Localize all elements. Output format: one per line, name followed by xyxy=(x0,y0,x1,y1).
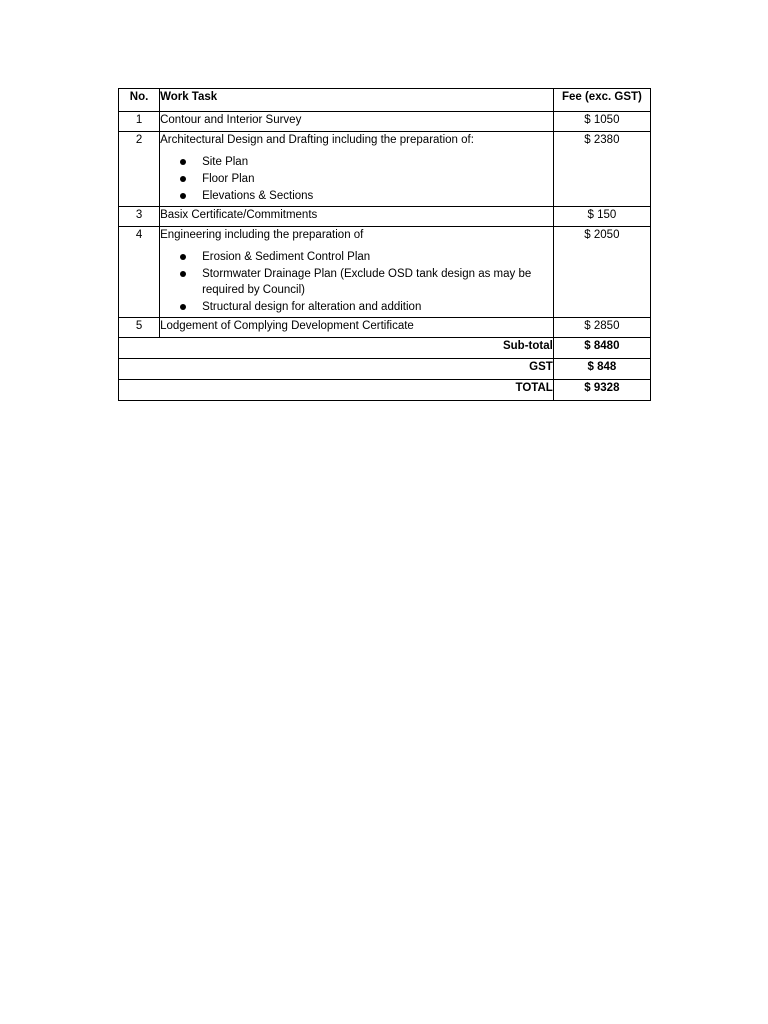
bullet-text: Stormwater Drainage Plan (Exclude OSD tank design as may be required by Council) xyxy=(202,268,532,296)
list-item xyxy=(160,266,553,298)
row-task-cell xyxy=(160,132,554,207)
gst-value: $ 848 xyxy=(553,359,650,380)
list-item xyxy=(160,188,553,204)
row-task: Basix Certificate/Commitments xyxy=(160,207,554,227)
row-fee: $ 2050 xyxy=(553,227,650,318)
row-fee: $ 2380 xyxy=(553,132,650,207)
bullet-icon xyxy=(180,271,186,277)
bullet-text: Elevations & Sections xyxy=(202,190,314,202)
bullet-icon xyxy=(180,193,186,199)
bullet-icon xyxy=(180,254,186,260)
bullet-text: Floor Plan xyxy=(202,173,255,185)
row-number: 2 xyxy=(119,132,160,207)
bullet-icon xyxy=(180,304,186,310)
table-row xyxy=(119,112,651,132)
bullet-text: Structural design for alteration and addition xyxy=(202,301,422,313)
table-row xyxy=(119,132,651,207)
row-number: 4 xyxy=(119,227,160,318)
bullet-text: Site Plan xyxy=(202,156,249,168)
bullet-icon xyxy=(180,159,186,165)
subtotal-value: $ 8480 xyxy=(553,338,650,359)
list-item xyxy=(160,154,553,170)
row-fee: $ 1050 xyxy=(553,112,650,132)
list-item xyxy=(160,171,553,187)
table-row xyxy=(119,318,651,338)
table-header-row xyxy=(119,89,651,112)
task-bullet-list xyxy=(160,154,553,204)
gst-label: GST xyxy=(119,359,554,380)
header-work-task: Work Task xyxy=(160,89,554,112)
row-task-cell xyxy=(160,227,554,318)
bullet-text: Erosion & Sediment Control Plan xyxy=(202,251,371,263)
total-row xyxy=(119,380,651,401)
row-task: Architectural Design and Drafting including the preparation of: xyxy=(160,134,474,146)
subtotal-row xyxy=(119,338,651,359)
row-task: Contour and Interior Survey xyxy=(160,112,554,132)
total-label: TOTAL xyxy=(119,380,554,401)
row-task: Engineering including the preparation of xyxy=(160,229,364,241)
subtotal-label: Sub-total xyxy=(119,338,554,359)
fee-table xyxy=(118,88,651,401)
task-bullet-list xyxy=(160,249,553,315)
gst-row xyxy=(119,359,651,380)
row-number: 5 xyxy=(119,318,160,338)
table-row xyxy=(119,207,651,227)
list-item xyxy=(160,249,553,265)
row-number: 3 xyxy=(119,207,160,227)
row-number: 1 xyxy=(119,112,160,132)
header-fee: Fee (exc. GST) xyxy=(553,89,650,112)
total-value: $ 9328 xyxy=(553,380,650,401)
row-task: Lodgement of Complying Development Certificate xyxy=(160,318,554,338)
row-fee: $ 150 xyxy=(553,207,650,227)
header-no: No. xyxy=(119,89,160,112)
table-row xyxy=(119,227,651,318)
row-fee: $ 2850 xyxy=(553,318,650,338)
list-item xyxy=(160,299,553,315)
bullet-icon xyxy=(180,176,186,182)
